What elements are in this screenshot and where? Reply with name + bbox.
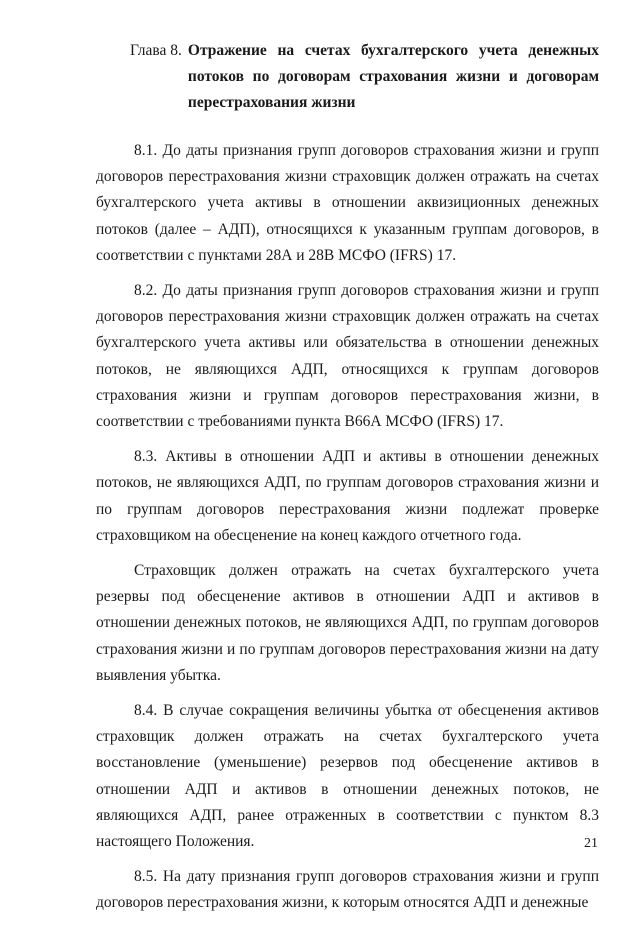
paragraph-8-5: 8.5. На дату признания групп договоров страхования жизни и групп договоров перестрахования жизни, к которым относятся АДП и денежные [96, 868, 599, 912]
paragraph-8-2: 8.2. До даты признания групп договоров страхования жизни и групп договоров перестрахования жизни страховщик должен отражать на счетах бухгалтерского учета активы или обязательства в отношении денежных потоков, не являющихся АДП, относящихся к группам договоров страхования жизни и группам договоров перестрахования жизни, в соответствии с требованиями пункта В66А МСФО (IFRS) 17. [96, 282, 599, 431]
document-page [96, 38, 599, 926]
chapter-title: Отражение на счетах бухгалтерского учета денежных потоков по договорам страхования жизни и договорам перестрахования жизни [187, 42, 599, 111]
chapter-heading [96, 38, 599, 116]
paragraph-8-3-reserves: Страховщик должен отражать на счетах бухгалтерского учета резервы под обесценение активов в отношении АДП и активов в отношении денежных потоков, не являющихся АДП, по группам договоров страхования жизни и по группам договоров перестрахования жизни на дату выявления убытка. [96, 562, 599, 684]
chapter-label: Глава 8. [130, 42, 182, 59]
paragraph-8-1: 8.1. До даты признания групп договоров страхования жизни и групп договоров перестрахования жизни страховщик должен отражать на счетах бухгалтерского учета активы в отношении аквизиционных денежных потоков (далее – АДП), относящихся к указанным группам договоров, в соответствии с пунктами 28А и 28В МСФО (IFRS) 17. [96, 142, 599, 264]
page-number: 21 [584, 836, 598, 851]
paragraph-8-3: 8.3. Активы в отношении АДП и активы в отношении денежных потоков, не являющихся АДП, по группам договоров страхования жизни и по группам договоров перестрахования жизни подлежат проверке страховщиком на обесценение на конец каждого отчетного года. [96, 448, 599, 544]
paragraph-8-4: 8.4. В случае сокращения величины убытка от обесценения активов страховщик должен отражать на счетах бухгалтерского учета восстановление (уменьшение) резервов под обесценение активов в отношении АДП и активов в отношении денежных потоков, не являющихся АДП, ранее отраженных в соответствии с пунктом 8.3 настоящего Положения. [96, 702, 599, 851]
